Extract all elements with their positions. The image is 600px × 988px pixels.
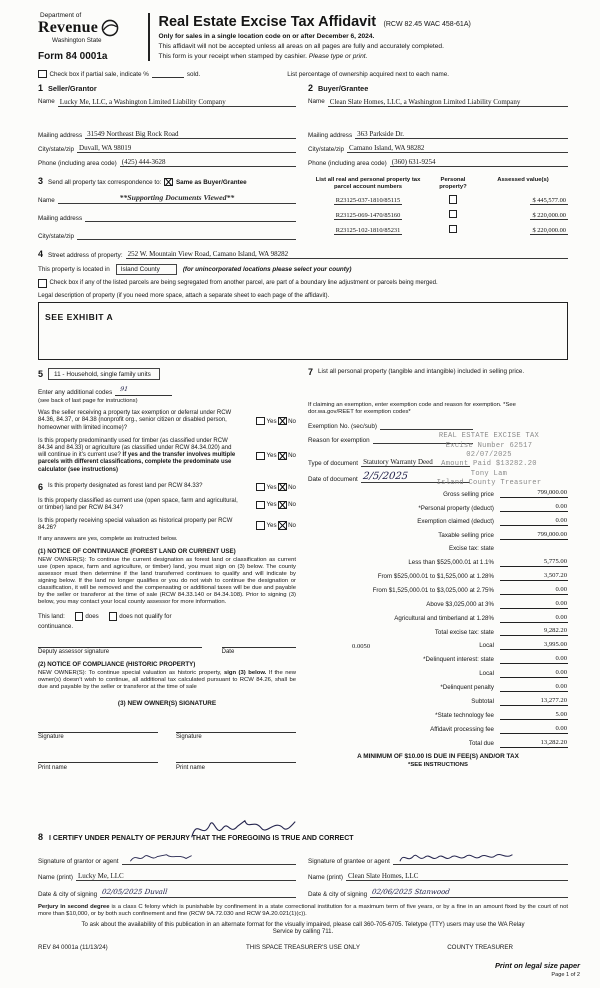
fee-row: Local 0.00: [479, 669, 567, 678]
forest-land-question: Is this property designated as forest land per RCW 84.33?: [48, 482, 203, 489]
legal-description-box[interactable]: [38, 302, 568, 360]
fee-value[interactable]: 9,282.20: [500, 627, 568, 636]
fee-value[interactable]: 0.00: [500, 517, 568, 526]
notice-compliance-body: NEW OWNER(S): To continue special valuation as historic property, sign (3) below. If the new owner(s) doesn't wish to continue, all additional tax calculated pursuant to RCW 84.26, shall be due and payable by the seller or transferor at the time of sale: [38, 669, 297, 690]
fee-row: *Personal property (deduct) 0.00: [418, 503, 567, 512]
exhibit-text: SEE EXHIBIT A: [45, 312, 114, 323]
owner-signature-field-2[interactable]: [176, 722, 296, 733]
grantee-signature-block: Signature of grantee or agent Name (print) Clean Slate Homes, LLC Date & city of signing 02/06/2025 Stanwood: [308, 847, 568, 898]
partial-sale-label: Check box if partial sale, indicate %: [49, 71, 149, 78]
exemption-no-field[interactable]: [380, 421, 473, 430]
street-address-field[interactable]: 252 W. Mountain View Road, Camano Island, WA 98282: [126, 250, 568, 259]
section-1-number: 1: [38, 83, 44, 93]
fee-row: Less than $525,000.01 at 1.1% 5,775.00: [408, 557, 567, 567]
owner-print-name-field-2[interactable]: [176, 752, 296, 763]
buyer-section: 2 Buyer/Grantee Name Clean Slate Homes, LLC, a Washington Limited Liability Company Mailing address 363 Parkside Dr. City/state/zip Camano Island, WA 98282 Phone (including area code) (360) 631-9254: [308, 84, 568, 167]
q2-no-checkbox[interactable]: [278, 452, 287, 461]
parcel-row: [308, 210, 568, 220]
historic-property-question: Is this property receiving special valuation as historical property per RCW 84.26?: [38, 518, 233, 532]
deputy-assessor-signature-field[interactable]: [38, 641, 202, 648]
personal-property-checkbox[interactable]: [449, 225, 458, 234]
fee-row: Above $3,025,000 at 3% 0.00: [426, 599, 567, 608]
section-4-number: 4: [38, 249, 44, 260]
grantor-signature-scribble: [188, 815, 298, 843]
if-yes-note: If any answers are yes, complete as instructed below.: [38, 536, 178, 543]
fee-row: *Delinquent interest: state 0.00: [423, 655, 567, 664]
personal-property-checkbox[interactable]: [449, 210, 458, 219]
deputy-date-label: Date: [221, 648, 235, 655]
seller-name-field[interactable]: Lucky Me, LLC, a Washington Limited Liability Company: [58, 98, 296, 107]
partial-sale-percent-field[interactable]: [152, 69, 184, 78]
section-8-number: 8: [38, 831, 44, 842]
certify-statement: I CERTIFY UNDER PENALTY OF PERJURY THAT THE FOREGOING IS TRUE AND CORRECT: [49, 834, 354, 842]
assessed-value[interactable]: $ 220,000.00: [532, 226, 566, 234]
same-as-buyer-checkbox[interactable]: [164, 178, 173, 187]
print-instructions: [495, 961, 580, 978]
owner-signature-field-1[interactable]: [38, 722, 158, 733]
fee-row: *State technology fee 5.00: [435, 710, 567, 719]
current-use-yes-checkbox[interactable]: [256, 501, 265, 510]
fee-row: *Delinquent penalty 0.00: [440, 682, 567, 692]
legal-description-label: Legal description of property (if you need more space, attach a separate sheet to each page of the affidavit).: [38, 292, 330, 300]
buyer-name-field[interactable]: Clean Slate Homes, LLC, a Washington Limited Liability Company: [328, 98, 568, 107]
grantee-signature-field[interactable]: [393, 852, 568, 865]
historic-no-checkbox[interactable]: [278, 521, 287, 530]
parcel-col-header: List all real and personal property tax parcel account numbers: [315, 177, 421, 190]
historic-yes-checkbox[interactable]: [256, 521, 265, 530]
fee-value[interactable]: 5,775.00: [500, 558, 568, 567]
fee-value[interactable]: 5.00: [500, 711, 568, 720]
perjury-notice: Perjury in second degree is a class C felony which is punishable by confinement in a state correctional institution for a maximum term of five years, or by a fine in an amount fixed by the court of not more than $10,000, or by both such confinement and fine (RCW 9A.72.030 and RCW 9A.20.021(1)(c)).: [38, 903, 568, 917]
parcel-row: [308, 195, 568, 205]
q2-yes-checkbox[interactable]: [256, 452, 265, 461]
ownership-note: List percentage of ownership acquired next to each name.: [287, 71, 449, 78]
fee-value[interactable]: 3,995.00: [500, 641, 568, 650]
fee-row-local: 0.0050 Local 3,995.00: [352, 641, 567, 651]
fee-value[interactable]: 0.00: [500, 669, 568, 678]
assessed-value[interactable]: $ 445,577.00: [532, 197, 566, 205]
fee-row: Gross selling price 799,000.00: [443, 489, 567, 498]
fee-row: Excise tax: state: [308, 545, 568, 553]
new-owners-signature-title: (3) NEW OWNER(S) SIGNATURE: [117, 699, 217, 707]
footer-row: [38, 944, 568, 951]
title-block: [159, 12, 569, 62]
deputy-date-field[interactable]: [222, 641, 296, 648]
land-use-section: 5 11 - Household, single family units Enter any additional codes 91 (see back of last page for instructions) Was the seller receiving a property tax exemption or deferral under RCW 84.36, 84.37, or 84.38 (nonprofit org., senior citizen or disabled person, homeowner with limited income)? Yes No Is this property predominantly used for timber (as classified under RCW 84.34 and 84.33) or agriculture (as classified under RCW 84.34.020) and will continue in it's current use? If yes and the transfer involves multiple parcels with different classifications, complete the predominate use calculator (see instructions) Yes No 6 Is this property designated as forest land per RCW 84.33? Yes No Is this property classified as current use (open space, farm and agricultural, or timber) land per RCW 84.34? Yes No Is this property receiving special valuation as historical property per RCW 84.26? Yes No If any answers are yes, complete as instructed below. (1) NOTICE OF CONTINUANCE (FOREST LAND OR CURRENT USE) NEW OWNER(S): To continue the current designation as forest land or classification as current use (open space, farm and agriculture, or timber) land, you must sign on (3) below. The county assessor must then determine if the land transferred continues to qualify and will indicate by signing below. If the land no longer qualifies or you do not wish to continue the designation or classification, it will be removed and the compensating or additional taxes will be due and payable by the seller or transferor at the time of sale (RCW 84.33.140 or 84.34.108). Prior to signing (3) below, you may contact your local county assessor for more information. This land: does does not qualify for continuance. Deputy assessor signature Date (2) NOTICE OF COMPLIANCE (HISTORIC PROPERTY) NEW OWNER(S): To continue special valuation as historic property, sign (3) below. If the new owner(s) doesn't wish to continue, all additional tax calculated pursuant to RCW 84.26, shall be due and payable by the seller or transferor at the time of sale (3) NEW OWNER(S) SIGNATURE Signature Signature Print name Print name: [38, 368, 297, 771]
fee-value[interactable]: 0.00: [500, 503, 568, 512]
parcel-number[interactable]: R23125-069-1470/85160: [335, 211, 401, 219]
fee-row: Agricultural and timberland at 1.28% 0.00: [394, 613, 567, 622]
correspondence-city-field[interactable]: [77, 231, 296, 240]
forest-no-checkbox[interactable]: [278, 483, 287, 492]
fee-value: [500, 545, 568, 553]
continuance-label: continuance.: [38, 622, 74, 630]
assessed-value[interactable]: $ 220,000.00: [532, 211, 566, 219]
section-2-title: Buyer/Grantee: [318, 84, 369, 93]
notice-compliance-title: (2) NOTICE OF COMPLIANCE (HISTORIC PROPERTY): [38, 660, 196, 668]
fee-value[interactable]: 0.00: [500, 655, 568, 664]
fee-value[interactable]: 3,507.20: [500, 572, 568, 581]
parcel-table: [308, 177, 568, 235]
tax-exemption-question: Was the seller receiving a property tax exemption or deferral under RCW 84.36, 84.37, or 84.38 (nonprofit org., senior citizen or disabled person, homeowner with limited income)?: [38, 410, 232, 431]
header-divider: [148, 13, 150, 61]
document-date-field[interactable]: 2/5/2025: [361, 472, 470, 483]
print-legal-note: Print on legal size paper: [494, 961, 580, 970]
tax-computation-section: 7 List all personal property (tangible and intangible) included in selling price. If claiming an exemption, enter exemption code and reason for exemption. *See dor.wa.gov/REET for exemption codes* Exemption No. (sec/sub) Reason for exemption REAL ESTATE EXCISE TAX Excise Number 62517 02/07/2025 Amount Paid $13282.20 Tony Lam Island County Treasurer Type of document Statutory Warranty Deed Date of document 2/5/2025 Gross selling price 799,000.00 *Personal property (deduct) 0.00 Exemption claimed (deduct) 0.00 Taxable selling price 799,000.00 Excise tax: state Less than $525,000.01 at 1.1% 5,775.00 From $525,000.01 to $1,525,000 at 1.28% 3,507.20 From $1,525,000.01 to $3,025,000 at 2.75% 0.00 Above $3,025,000 at 3% 0.00 Agricultural and timberland at 1.28% 0.00 Total excise tax: state 9,282.20 0.0050 Local 3,995.00 *Delinquent interest: state 0.00 Local 0.00 *Delinquent penalty 0.00 Subtotal 13,277.20 *State technology fee 5.00 Affidavit processing fee 0.00 Total due 13,282.20 A MINIMUM OF $10.00 IS DUE IN FEE(S) AND/OR TAX *SEE INSTRUCTIONS: [308, 367, 567, 768]
q1-yes-checkbox[interactable]: [256, 417, 265, 426]
fee-row: Subtotal 13,277.20: [471, 696, 567, 706]
fee-row: Total excise tax: state 9,282.20: [434, 627, 567, 636]
fee-value[interactable]: 13,282.20: [500, 739, 568, 748]
fee-value[interactable]: 0.00: [500, 725, 568, 734]
land-does-checkbox[interactable]: [75, 612, 84, 621]
fee-value[interactable]: 799,000.00: [500, 531, 568, 540]
correspondence-section: 3 Send all property tax correspondence to: Same as Buyer/Grantee Name **Supporting Documents Viewed** Mailing address City/state/zip: [38, 177, 296, 240]
forest-yes-checkbox[interactable]: [256, 483, 265, 492]
department-of-label: Department of: [40, 12, 82, 19]
header-note-1: Only for sales in a single location code on or after December 6, 2024.: [158, 33, 375, 41]
partial-sale-sold-label: sold.: [186, 71, 201, 78]
buyer-phone-field[interactable]: (360) 631-9254: [390, 158, 568, 167]
segregated-parcel-checkbox[interactable]: [38, 279, 47, 288]
grantor-initials-scribble: [126, 851, 196, 864]
county-select[interactable]: Island County: [116, 264, 177, 275]
owner-print-name-field-1[interactable]: [38, 752, 158, 763]
fee-table: [308, 489, 568, 747]
section-3-number: 3: [38, 176, 44, 187]
fee-value[interactable]: 0.00: [500, 586, 568, 595]
personal-property-intro: List all personal property (tangible and intangible) included in selling price.: [318, 368, 525, 376]
form-header: [38, 12, 568, 62]
county-treasurer-label: COUNTY TREASURER: [447, 943, 513, 951]
fee-value[interactable]: 0.00: [500, 614, 568, 623]
segregated-parcel-label: Check box if any of the listed parcels are being segregated from another parcel, are part of a boundary line adjustment or parcels being merged.: [49, 279, 438, 287]
q1-no-checkbox[interactable]: [278, 417, 287, 426]
exemption-intro: If claiming an exemption, enter exemption code and reason for exemption. *See dor.wa.gov/REET for exemption codes*: [308, 402, 516, 416]
grantor-signature-field[interactable]: [122, 852, 296, 865]
fee-row: From $525,000.01 to $1,525,000 at 1.28% 3,507.20: [377, 571, 567, 581]
fee-value[interactable]: 13,277.20: [500, 697, 568, 706]
additional-codes-field[interactable]: 91: [115, 386, 172, 396]
partial-sale-row: [38, 69, 568, 78]
deputy-assessor-label: Deputy assessor signature: [38, 648, 110, 655]
buyer-mailing-field[interactable]: 363 Parkside Dr.: [355, 130, 568, 139]
grantee-date-field[interactable]: 02/06/2025 Stanwood: [370, 888, 568, 898]
land-does-not-checkbox[interactable]: [109, 612, 118, 621]
form-number: Form 84 0001a: [38, 51, 108, 62]
document-type-field[interactable]: Statutory Warranty Deed: [361, 458, 470, 467]
treasurer-stamp: REAL ESTATE EXCISE TAX Excise Number 62517 02/07/2025 Amount Paid $13282.20 Tony Lam Island County Treasurer: [436, 432, 542, 488]
washington-state-label: Washington State: [52, 37, 102, 44]
section-1-title: Seller/Grantor: [48, 84, 97, 93]
header-note-2: This affidavit will not be accepted unless all areas on all pages are fully and accurately completed.: [158, 42, 444, 50]
seller-section: 1 Seller/Grantor Name Lucky Me, LLC, a Washington Limited Liability Company Mailing address 31549 Northeast Big Rock Road City/state/zip Duvall, WA 98019 Phone (including area code) (425) 444-3628: [38, 84, 296, 167]
seller-city-field[interactable]: Duvall, WA 98019: [77, 144, 296, 153]
alternate-format-note: To ask about the availability of this publication in an alternate format for the visually impaired, please call 360-705-6705. Teletype (TTY) users may use the WA Relay Service by calling 711.: [81, 920, 525, 936]
parcel-number[interactable]: R23125-037-1810/85115: [335, 197, 401, 205]
fee-value[interactable]: 799,000.00: [500, 489, 568, 498]
treasurer-space-label: THIS SPACE TREASURER'S USE ONLY: [246, 943, 360, 951]
page-indicator: Page 1 of 2: [551, 972, 580, 978]
revenue-wordmark: Revenue: [38, 19, 99, 36]
assessed-value-col-header: Assessed value(s): [497, 177, 549, 184]
section-6-number: 6: [38, 481, 44, 492]
grantee-signature-scribble: [395, 850, 523, 865]
correspondence-name-field[interactable]: [58, 194, 296, 204]
fee-row: From $1,525,000.01 to $3,025,000 at 2.75% 0.00: [372, 585, 567, 594]
certification-section: [38, 833, 568, 898]
form-title-rcw: (RCW 82.45 WAC 458-61A): [383, 21, 471, 28]
same-as-buyer-label: Same as Buyer/Grantee: [175, 179, 247, 187]
section-5-number: 5: [38, 368, 44, 379]
fee-row: Total due 13,282.20: [468, 738, 567, 747]
local-rate: 0.0050: [352, 643, 371, 651]
current-use-question: Is this property classified as current use (open space, farm and agricultural, or timber) land per RCW 84.34?: [38, 497, 238, 511]
fee-row: Affidavit processing fee 0.00: [430, 724, 567, 733]
additional-codes-note: (see back of last page for instructions): [38, 398, 138, 405]
grantor-name-field[interactable]: Lucky Me, LLC: [76, 872, 296, 881]
fee-value[interactable]: 0.00: [500, 600, 568, 609]
partial-sale-checkbox[interactable]: [38, 70, 47, 79]
supporting-docs-watermark: **Supporting Documents Viewed**: [119, 193, 235, 203]
minimum-fee-note: A MINIMUM OF $10.00 IS DUE IN FEE(S) AND/OR TAX: [357, 752, 519, 760]
notice-continuance-body: NEW OWNER(S): To continue the current designation as forest land or classification as current use (open space, farm and agriculture, or timber) land, you must sign on (3) below. The county assessor must then determine if the land transferred continues to qualify and will indicate by signing below. If the land no longer qualifies or you do not wish to continue the designation or classification, it will be removed and the compensating or additional taxes will be due and payable by the seller or transferor at the time of sale (RCW 84.33.140 or 84.34.108). Prior to signing (3) below, you may contact your local county assessor for more information.: [38, 557, 296, 606]
grantor-signature-block: Signature of grantor or agent Name (print) Lucky Me, LLC Date & city of signing 02/05/2025 Duvall: [38, 847, 296, 898]
notice-continuance-title: (1) NOTICE OF CONTINUANCE (FOREST LAND OR CURRENT USE): [38, 548, 236, 556]
current-use-no-checkbox[interactable]: [278, 501, 287, 510]
grantee-name-field[interactable]: Clean Slate Homes, LLC: [346, 872, 568, 881]
form-title: Real Estate Excise Tax Affidavit: [158, 14, 377, 30]
rev-number: REV 84 0001a (11/13/24): [38, 943, 108, 951]
buyer-city-field[interactable]: Camano Island, WA 98282: [347, 144, 568, 153]
fee-row: Taxable selling price 799,000.00: [438, 531, 567, 540]
property-location-section: 4 Street address of property: 252 W. Mountain View Road, Camano Island, WA 98282 This property is located in Island County (for unincorporated locations please select your county) Check box if any of the listed parcels are being segregated from another parcel, are part of a boundary line adjustment or parcels being merged. Legal description of property (if you need more space, attach a separate sheet to each page of the affidavit). SEE EXHIBIT A: [38, 250, 568, 360]
personal-property-col-header: Personal property?: [439, 177, 467, 190]
seller-mailing-field[interactable]: 31549 Northeast Big Rock Road: [85, 130, 296, 139]
section-2-number: 2: [308, 83, 314, 93]
county-note: (for unincorporated locations please select your county): [182, 265, 352, 273]
parcel-number[interactable]: R23125-102-1810/85231: [335, 226, 401, 234]
fee-value[interactable]: 0.00: [500, 683, 568, 692]
parcel-row: [308, 225, 568, 235]
personal-property-checkbox[interactable]: [449, 195, 458, 204]
header-note-3: This form is your receipt when stamped by cashier. Please type or print.: [158, 52, 368, 60]
section-7-number: 7: [308, 367, 314, 378]
timber-use-question: Is this property predominantly used for timber (as classified under RCW 84.34 and 84.33) or agriculture (as classified under RCW 84.34.020) and will continue in it's current use? If yes and the transfer involves multiple parcels with different classifications, complete the predominate use calculator (see instructions): [38, 437, 236, 473]
seller-phone-field[interactable]: (425) 444-3628: [120, 158, 296, 167]
see-instructions-note: *SEE INSTRUCTIONS: [408, 761, 468, 768]
dor-logo: [38, 12, 146, 62]
grantor-date-field[interactable]: 02/05/2025 Duvall: [100, 888, 296, 898]
dor-seal-icon: [101, 19, 119, 37]
land-use-code-select[interactable]: 11 - Household, single family units: [48, 368, 160, 380]
correspondence-mailing-field[interactable]: [85, 213, 296, 222]
fee-row: Exemption claimed (deduct) 0.00: [417, 517, 567, 526]
